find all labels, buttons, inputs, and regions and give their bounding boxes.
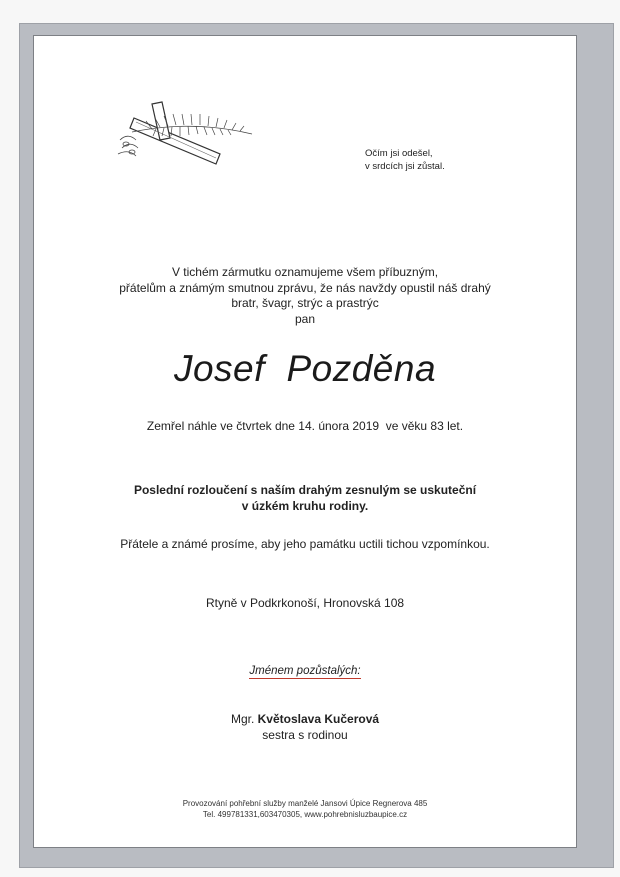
farewell-line-2: v úzkém kruhu rodiny. [241, 499, 369, 513]
address: Rtyně v Podkrkonoší, Hronovská 108 [205, 596, 405, 610]
behalf-label [33, 665, 577, 677]
announcement-line-1: V tichém zármutku oznamujeme všem příbuzným, [171, 265, 439, 279]
signer-block [33, 711, 577, 743]
signer-name: Květoslava Kučerová [257, 712, 380, 726]
announcement-line-2: přátelům a známým smutnou zprávu, že nás navždy opustil náš drahý [119, 280, 491, 295]
remembrance-request: Přátele a známé prosíme, aby jeho památku uctili tichou vzpomínkou. [120, 537, 490, 551]
signer-title: Mgr. [230, 712, 255, 726]
footer-line-1: Provozování pohřební služby manželé Jansovi Úpice Regnerova 485 [182, 799, 428, 808]
announcement-line-4: pan [294, 311, 316, 326]
farewell-info [33, 482, 577, 514]
cross-with-palm-branch-icon [112, 96, 257, 170]
motto-line-2: v srdcích jsi zůstal. [365, 160, 445, 172]
announcement-line-3: bratr, švagr, strýc a prastrýc [231, 296, 379, 310]
footer-line-2: Tel. 499781331,603470305, www.pohrebnisluzbaupice.cz [202, 810, 408, 819]
death-notice: Zemřel náhle ve čtvrtek dne 14. února 2019 ve věku 83 let. [146, 419, 464, 433]
motto-line-1: Očím jsi odešel, [365, 148, 433, 159]
signer-relation: sestra s rodinou [262, 728, 348, 742]
signer-line [33, 711, 577, 727]
motto-verse [365, 148, 515, 173]
announcement-text [33, 265, 577, 327]
behalf-label-text: Jménem pozůstalých: [249, 665, 361, 677]
farewell-line-1: Poslední rozloučení s naším drahým zesnulým se uskuteční [133, 483, 477, 497]
funeral-service-footer [33, 798, 577, 820]
deceased-name: Josef Pozděna [173, 348, 437, 389]
